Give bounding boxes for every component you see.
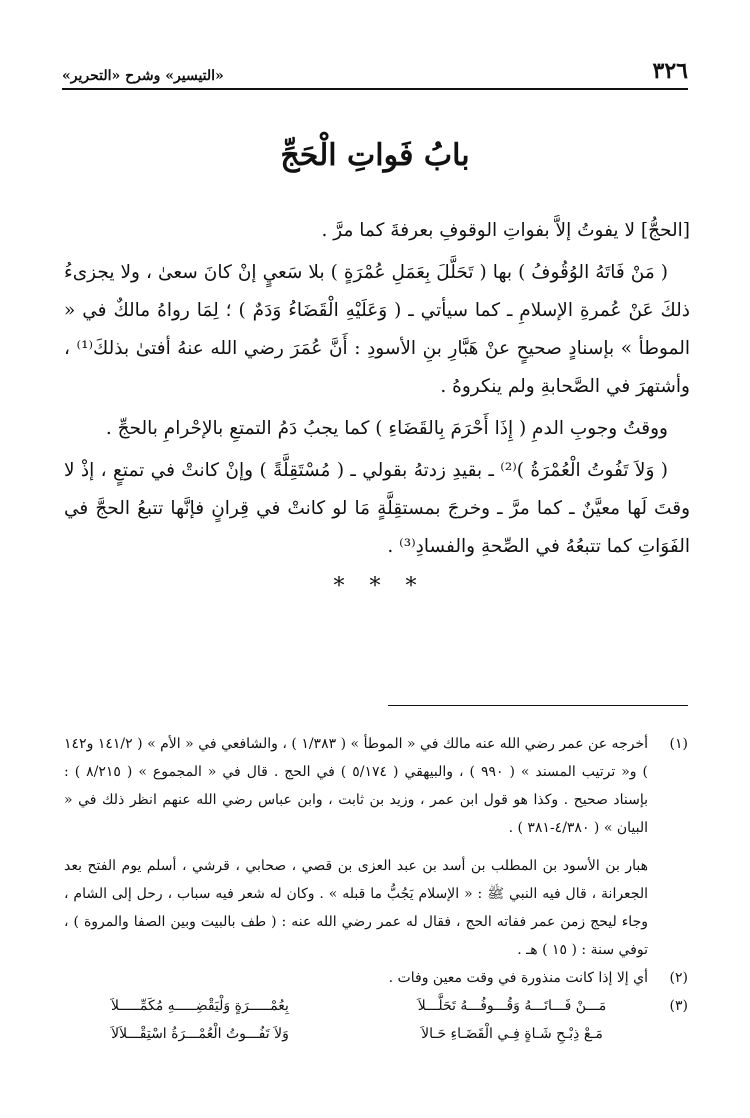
paragraph: ( مَنْ فَاتَهُ الوُقُوفُ ) بها ( تَحَلَّلَ بِعَمَلِ عُمْرَةٍ ) بلا سَعيٍ إنْ كانَ سعىٰ ، ولا يجزىءُ ذلكَ عَنْ عُمرةِ الإسلامِ ـ كما سيأتي ـ ( وَعَلَيْهِ الْقَضَاءُ وَدَمٌ ) ؛ لِمَا رواهُ مالكٌ في « الموطأ » بإسنادٍ صحيحٍ عنْ هَبَّارِ بنِ الأسودِ : أَنَّ عُمَرَ رضي الله عنهُ أفتىٰ بذلكَ⁽¹⁾ ، وأشتهرَ في الصَّحابةِ ولم ينكروهُ . (64, 262, 690, 397)
paragraph: [الحجُّ] لا يفوتُ إلاَّ بفواتِ الوقوفِ بعرفةَ كما مرَّ . (321, 220, 690, 241)
footnote-2 (64, 964, 688, 992)
footnote-text: أي إلا إذا كانت منذورة في وقت معين وفات . (388, 970, 648, 986)
chapter-title: بابُ فَواتِ الْحَجِّ (280, 138, 470, 173)
paragraph: ووقتُ وجوبِ الدمِ ( إِذَا أَحْرَمَ بِالقَضَاءِ ) كما يجبُ دَمُ التمتعِ بالإحْرامِ بالحجِّ . (105, 418, 668, 439)
footnote-body (64, 730, 648, 964)
footnote-rule (388, 705, 688, 706)
page-number: ٣٢٦ (652, 58, 688, 84)
footnote-biography: هبار بن الأسود بن المطلب بن أسد بن عبد العزى بن قصي ، صحابي ، قرشي ، أسلم يوم الفتح بعد الجعرانة ، قال فيه النبي ﷺ : « الإسلام يَجُبُّ ما قبله » . وكان له شعر فيه سباب ، رحل إلى الشام ، وجاء ليحج زمن عمر ففاته الحج ، فقال له عمر رضي الله عنه : ( طف بالبيت وبين الصفا والمروة ) ، توفي سنة : ( ١٥ ) هـ . (64, 858, 649, 958)
footnote-number: (٢) (669, 970, 688, 986)
verse-hemistich: وَلاَ تَفُـــوتُ الْعُمْـــرَةُ اسْتِقْـــلاَلاَ (111, 1026, 289, 1042)
verse-hemistich: بِعُمْـــــرَةٍ وَلْيَقْضِـــــهِ مُكَمِّـــــلاَ (111, 998, 289, 1014)
main-text (64, 212, 690, 570)
poem-verses (64, 992, 648, 1048)
footnote-text: أخرجه عن عمر رضي الله عنه مالك في « الموطأ » ( ١/٣٨٣ ) ، والشافعي في « الأم » ( ١٤١/٢ و١٤٢ ) و« ترتيب المسند » ( ٩٩٠ ) ، والبيهقي ( ٥/١٧٤ ) في الحج . قال في « المجموع » ( ٨/٢١٥ ) : بإسناد صحيح . وكذا هو قول ابن عمر ، وزيد بن ثابت ، وابن عباس رضي الله عنهم انظر ذلك في « البيان » ( ٤/٣٨٠-٣٨١ ) . (64, 736, 648, 836)
verse-hemistich: مَـــنْ فَـــاتَـــهُ وَقُـــوفُـــهُ تَحَلَّـــلاَ (417, 998, 607, 1014)
header-rule (62, 88, 688, 90)
footnote-body (64, 964, 648, 992)
page-header (62, 56, 688, 84)
footnote-number: (١) (669, 736, 688, 752)
paragraph: ( وَلاَ تَفُوتُ الْعُمْرَةُ )⁽²⁾ ـ بقيدِ زدتهُ بقولي ـ ( مُسْتَقِلَّةً ) وإنْ كانتْ في تمتعٍ ، إذْ لا وقتَ لَها معيَّنٌ ـ كما مرَّ ـ وخرجَ بمستقِلَّةٍ مَا لو كانتْ في قِرانٍ فإنَّها تتبعُ الحجَّ في الفَوَاتِ كما تتبعُهُ في الصِّحةِ والفسادِ⁽³⁾ . (64, 460, 690, 557)
section-separator: * * * (333, 574, 417, 599)
footnote-3 (64, 992, 688, 1048)
footnote-number: (٣) (669, 998, 688, 1014)
verse-hemistich: مَـعْ ذِبْـحِ شَـاةٍ فِـي الْقَضَـاءِ حَـالاَ (421, 1026, 603, 1042)
footnotes (64, 730, 688, 1048)
footnote-1 (64, 730, 688, 964)
running-title: «التيسير» وشرح «التحرير» (62, 68, 224, 84)
